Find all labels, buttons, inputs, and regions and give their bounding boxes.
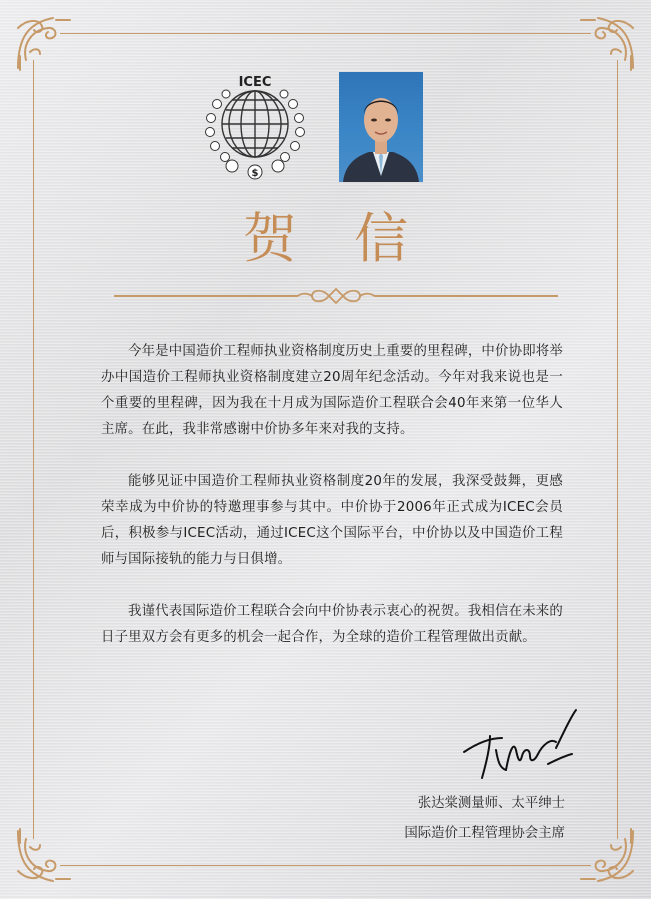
corner-ornament-bottom-right	[573, 821, 643, 891]
paragraph: 能够见证中国造价工程师执业资格制度20年的发展，我深受鼓舞，更感荣幸成为中价协的特邀理事参与其中。中价协于2006年正式成为ICEC会员后，积极参与ICEC活动，通过ICEC这个国际平台，中价协以及中国造价工程师与国际接轨的能力与日俱增。	[101, 474, 563, 567]
signer-title: 国际造价工程管理协会主席	[404, 826, 565, 841]
letter-body	[101, 339, 563, 677]
portrait-photo	[339, 72, 423, 182]
frame-right-line	[617, 60, 618, 839]
frame-top-line	[60, 33, 591, 34]
frame-bottom-line	[60, 865, 591, 866]
handwritten-signature	[460, 708, 580, 784]
ornamental-divider	[114, 286, 558, 306]
icec-globe-logo	[192, 72, 318, 184]
corner-ornament-top-left	[8, 8, 78, 78]
letter-title: 贺 信	[242, 207, 429, 270]
svg-text:$: $	[251, 168, 259, 179]
corner-ornament-bottom-left	[8, 821, 78, 891]
signer-name: 张达棠测量师、太平绅士	[417, 796, 565, 811]
paragraph: 今年是中国造价工程师执业资格制度历史上重要的里程碑，中价协即将举办中国造价工程师执业资格制度建立20周年纪念活动。今年对我来说也是一个重要的里程碑，因为我在十月成为国际造价工程联合会40年来第一位华人主席。在此，我非常感谢中价协多年来对我的支持。	[101, 344, 563, 437]
paragraph: 我谨代表国际造价工程联合会向中价协表示衷心的祝贺。我相信在未来的日子里双方会有更多的机会一起合作，为全球的造价工程管理做出贡献。	[101, 604, 563, 645]
frame-left-line	[33, 60, 34, 839]
corner-ornament-top-right	[573, 8, 643, 78]
svg-text:ICEC: ICEC	[238, 75, 272, 90]
